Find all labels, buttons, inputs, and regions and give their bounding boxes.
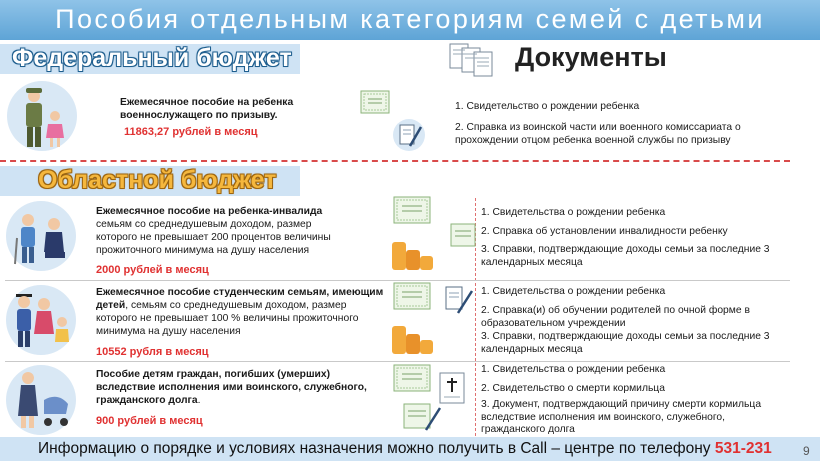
regional-item-1-text xyxy=(96,205,351,257)
regional-item-2-text xyxy=(96,286,386,338)
federal-benefit-line2: военнослужащего по призыву. xyxy=(120,110,278,121)
certificate-icon xyxy=(393,196,431,224)
certificate-icon xyxy=(360,90,390,114)
footer-info xyxy=(38,440,772,458)
row-separator xyxy=(5,280,790,281)
regional-item-3-doc-3: 3. Документ, подтверждающий причину смерти кормильца вследствие исполнения им воинского, служебного, гражданского долга xyxy=(481,399,762,435)
page-title: Пособия отдельным категориям семей с детьми xyxy=(55,4,765,34)
regional-item-1-amount: 2000 рублей в месяц xyxy=(96,264,209,276)
document-signing-icon xyxy=(440,283,476,317)
regional-item-1-doc-1: 1. Свидетельства о рождении ребенка xyxy=(481,207,666,218)
regional-item-3-amount: 900 рублей в месяц xyxy=(96,415,203,427)
documents-stack-icon xyxy=(440,42,502,80)
coin-stack-icon xyxy=(388,318,436,356)
documents-heading: Документы xyxy=(515,42,667,72)
regional-item-3-doc-1: 1. Свидетельства о рождении ребенка xyxy=(481,364,666,375)
regional-item-3-text xyxy=(96,368,376,407)
certificate-icon xyxy=(393,282,431,310)
federal-benefit-title xyxy=(120,96,330,122)
disabled-child-care-icon xyxy=(4,200,78,272)
regional-item-2-desc: , семьям со среднедушевым доходом, размер которого не превышает 100 % величины прожиточного минимума на душу населения xyxy=(96,300,359,337)
footer-info-text: Информацию о порядке и условиях назначения можно получить в Call – центре по телефону xyxy=(38,440,715,457)
regional-item-2-title: Ежемесячное пособие студенческим семьям, имеющим детей xyxy=(96,287,384,311)
document-signing-icon xyxy=(390,118,428,152)
certificate-with-pen-icon xyxy=(400,398,444,432)
federal-amount: 11863,27 рублей в месяц xyxy=(124,126,258,138)
certificate-icon xyxy=(450,223,476,247)
regional-item-1-doc-3: 3. Справки, подтверждающие доходы семьи за последние 3 календарных месяца xyxy=(481,244,770,268)
federal-doc-1: 1. Свидетельство о рождении ребенка xyxy=(455,101,640,112)
regional-item-1-desc: семьям со среднедушевым доходом, размер которого не превышает 200 процентов величины прожиточного минимума на душу населения xyxy=(96,219,331,256)
section-divider xyxy=(0,160,790,162)
federal-benefit-line1: Ежемесячное пособие на ребенка xyxy=(120,97,294,108)
regional-item-1-doc-2: 2. Справка об установлении инвалидности ребенку xyxy=(481,226,728,237)
regional-item-3-doc-2: 2. Свидетельство о смерти кормильца xyxy=(481,383,665,394)
federal-banner-label: Федеральный бюджет xyxy=(12,44,292,72)
student-family-icon xyxy=(4,284,78,356)
coin-stack-icon xyxy=(388,234,436,272)
regional-item-1-title: Ежемесячное пособие на ребенка-инвалида xyxy=(96,206,323,217)
regional-banner-label: Областной бюджет xyxy=(38,166,277,194)
regional-item-2-doc-3: 3. Справки, подтверждающие доходы семьи за последние 3 календарных месяца xyxy=(481,331,770,355)
regional-item-3-title: Пособие детям граждан, погибших (умерших) вследствие исполнения ими воинского, служебного, гражданского долга xyxy=(96,369,367,406)
federal-doc-2: 2. Справка из воинской части или военного комиссариата о прохождении отцом ребенка военной службы по призыву xyxy=(455,122,741,146)
regional-item-3-desc: . xyxy=(197,395,201,406)
regional-item-2-doc-2: 2. Справка(и) об обучении родителей по очной форме в образовательном учреждении xyxy=(481,305,750,329)
regional-item-2-amount: 10552 рубля в месяц xyxy=(96,346,209,358)
certificate-icon xyxy=(393,364,431,392)
mother-with-stroller-icon xyxy=(4,364,78,436)
soldier-with-child-icon xyxy=(6,80,78,152)
row-separator xyxy=(5,361,790,362)
regional-item-2-doc-1: 1. Свидетельства о рождении ребенка xyxy=(481,286,666,297)
call-center-phone: 531-231 xyxy=(714,440,772,457)
page-number: 9 xyxy=(803,444,810,458)
